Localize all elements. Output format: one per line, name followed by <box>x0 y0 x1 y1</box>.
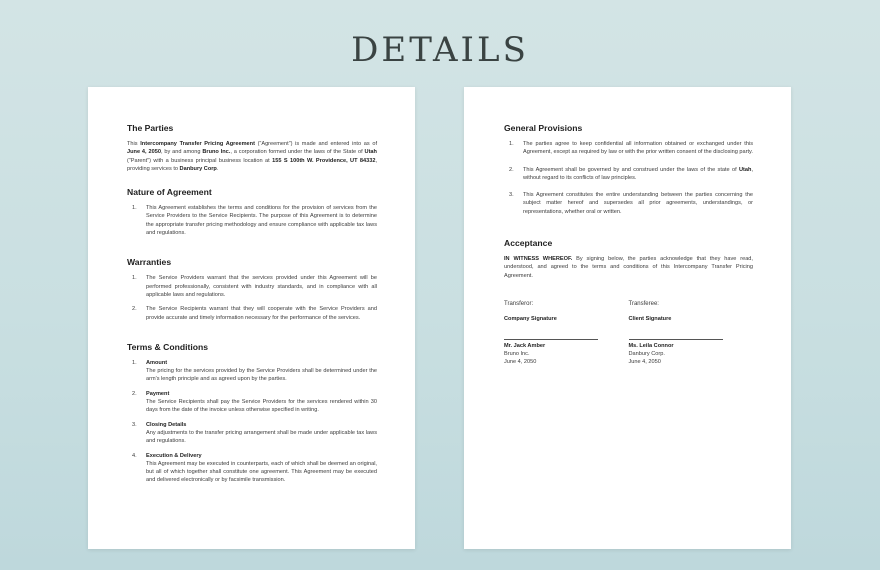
section-title-terms: Terms & Conditions <box>127 341 209 352</box>
list-item: 1. The Service Providers warrant that the services provided under this Agreement will be performed professionally, consistent with industry standards, and in compliance with all applicable laws and regulations. <box>132 275 377 298</box>
section-title-acceptance: Acceptance <box>504 238 553 249</box>
page-heading: DETAILS <box>351 30 529 70</box>
list-item: 2. This Agreement shall be governed by and construed under the laws of the state of Utah, without regard to its conflicts of law principles. <box>509 166 753 181</box>
list-item: 1. The parties agree to keep confidential all information obtained or exchanged under this Agreement, except as required by law or with the prior written consent of the disclosing party. <box>509 141 753 156</box>
signature-transferee: Transferee: Client Signature Ms. Leila Connor Danbury Corp. June 4, 2050 <box>629 300 754 366</box>
signature-transferor: Transferor: Company Signature Mr. Jack Amber Bruno Inc. June 4, 2050 <box>504 300 629 366</box>
section-title-warranties: Warranties <box>127 257 172 268</box>
acceptance-paragraph: IN WITNESS WHEREOF. By signing below, the parties acknowledge that they have read, understood, and agreed to the terms and conditions of this Intercompany Transfer Pricing Agreement. <box>504 256 753 279</box>
list-item: 1. This Agreement establishes the terms and conditions for the provision of services from the Service Providers to the Service Recipients. The purpose of this Agreement is to determine the appropriate transfer pricing methodology and ensure compliance with applicable tax laws and regulations. <box>132 205 377 237</box>
list-item: 3. This Agreement constitutes the entire understanding between the parties concerning the subject matter hereof and supersedes all prior agreements, understandings, or representations, whether oral or written. <box>509 192 753 215</box>
section-title-nature: Nature of Agreement <box>127 187 212 198</box>
section-title-general: General Provisions <box>504 123 583 133</box>
terms-list <box>127 359 377 485</box>
list-item: 4. Execution & Delivery This Agreement may be executed in counterparts, each of which shall be deemed an original, but all of which together shall constitute one agreement. This Agreement may be executed and delivered electronically or by facsimile transmission. <box>132 452 377 484</box>
list-item: 3. Closing Details Any adjustments to the transfer pricing arrangement shall be made under applicable tax laws and regulations. <box>132 421 377 445</box>
signature-block <box>504 300 753 366</box>
parties-paragraph: This Intercompany Transfer Pricing Agreement (“Agreement”) is made and entered into as of June 4, 2050, by and among Bruno Inc., a corporation formed under the laws of the State of Utah (“Parent”) with a business principal business location at 155 S 100th W. Providence, UT 84332, providing services to Danbury Corp. <box>127 141 378 172</box>
signature-line <box>629 339 723 340</box>
general-list <box>504 140 753 216</box>
section-title-parties: The Parties <box>127 123 174 133</box>
nature-list <box>127 204 377 237</box>
signature-line <box>504 339 598 340</box>
warranties-list <box>127 274 377 321</box>
document-page-1 <box>88 87 415 549</box>
list-item: 1. Amount The pricing for the services provided by the Service Providers shall be determined under the arm's length principle and as agreed upon by the parties. <box>132 359 377 383</box>
list-item: 2. The Service Recipients warrant that they will cooperate with the Service Providers and provide accurate and timely information necessary for the performance of the services. <box>132 306 377 321</box>
document-page-2 <box>464 87 791 549</box>
list-item: 2. Payment The Service Recipients shall pay the Service Providers for the services rendered within 30 days from the date of the invoice unless otherwise specified in writing. <box>132 390 377 414</box>
